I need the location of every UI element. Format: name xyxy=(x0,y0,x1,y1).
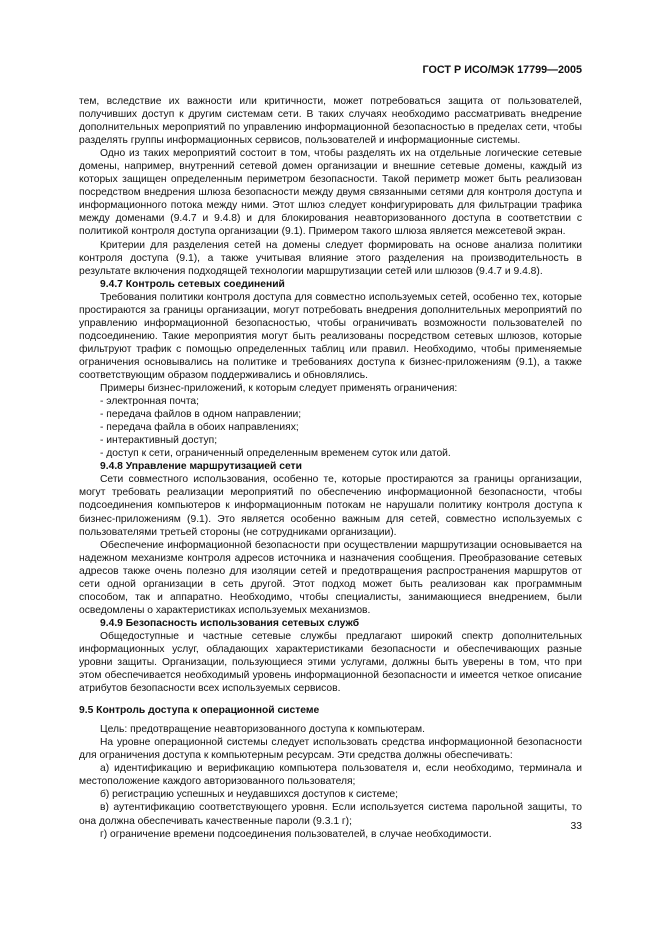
list-item: - интерактивный доступ; xyxy=(100,435,218,447)
paragraph: Примеры бизнес-приложений, к которым следует применять ограничения: xyxy=(100,383,458,395)
section-heading-9-4-9: 9.4.9 Безопасность использования сетевых служб xyxy=(100,617,360,629)
paragraph: Требования политики контроля доступа для совместно используемых сетей, особенно тех, которые простираются за границы организации, могут потребовать внедрения дополнительных мероприятий по управлению информационной безопасностью, чтобы ограничивать возможности пользователей по подсоединению. Такие мероприятия могут быть реализованы посредством сетевых шлюзов, которые фильтруют трафик с помощью определенных таблиц или правил. Необходимо, чтобы применяемые ограничения основывались на политике и требованиях доступа к бизнес-приложениям (9.1), а также соответствующим образом поддерживались и обновлялись. xyxy=(79,291,582,381)
paragraph: Цель: предотвращение неавторизованного доступа к компьютерам. xyxy=(100,724,425,736)
list-item: - передача файла в обоих направлениях; xyxy=(100,422,299,434)
list-item: б) регистрацию успешных и неудавшихся доступов к системе; xyxy=(100,789,398,801)
paragraph: Сети совместного использования, особенно те, которые простираются за границы организации, могут требовать реализации мероприятий по обеспечению информационной безопасности, чтобы подсоединения компьютеров к информационным потокам не нарушали политику контроля доступа к бизнес-приложениям (9.1). Это является особенно важным для сетей, совместно используемых с пользователями третьей стороны (не сотрудниками организации). xyxy=(79,474,582,538)
list-item: г) ограничение времени подсоединения пользователей, в случае необходимости. xyxy=(100,828,492,840)
page-content xyxy=(79,95,582,841)
section-heading-9-5: 9.5 Контроль доступа к операционной системе xyxy=(79,705,320,717)
section-heading-9-4-7: 9.4.7 Контроль сетевых соединений xyxy=(100,278,285,290)
paragraph: тем, вследствие их важности или критичности, может потребоваться защита от пользователей, получивших доступ к другим системам сети. В таких случаях необходимо рассматривать внедрение дополнительных мероприятий по управлению информационной безопасностью в пределах сети, чтобы разделять группы информационных сервисов, пользователей и информационные системы. xyxy=(79,96,582,147)
paragraph: Обеспечение информационной безопасности при осуществлении маршрутизации основывается на надежном механизме контроля адресов источника и назначения сообщения. Преобразование сетевых адресов также очень полезно для изоляции сетей и предотвращения распространения маршрутов от сети одной организации в сеть другой. Этот подход может быть реализован как программным способом, так и аппаратно. Необходимо, чтобы специалисты, занимающиеся внедрением, были осведомлены о характеристиках используемых механизмов. xyxy=(79,539,582,616)
list-item: в) аутентификацию соответствующего уровня. Если используется система парольной защиты, то она должна обеспечивать качественные пароли (9.3.1 г); xyxy=(79,802,582,827)
paragraph: Общедоступные и частные сетевые службы предлагают широкий спектр дополнительных информационных услуг, обладающих характеристиками безопасности и обеспечивающих разные уровни защиты. Организации, пользующиеся этими услугами, должны быть уверены в том, что при этом обеспечивается необходимый уровень информационной безопасности и имеется четкое описание атрибутов безопасности всех используемых сервисов. xyxy=(79,630,582,695)
paragraph: Одно из таких мероприятий состоит в том, чтобы разделять их на отдельные логические сетевые домены, например, внутренний сетевой домен организации и внешние сетевые домены, каждый из которых защищен определенным периметром безопасности. Такой периметр может быть реализован посредством внедрения шлюза безопасности между двумя связанными сетями для контроля доступа и информационного потока между ними. Этот шлюз следует конфигурировать для фильтрации трафика между доменами (9.4.7 и 9.4.8) и для блокирования неавторизованного доступа в соответствии с политикой контроля доступа организации (9.1). Примером такого шлюза является межсетевой экран. xyxy=(79,148,582,238)
list-item: - доступ к сети, ограниченный определенным временем суток или датой. xyxy=(100,448,451,460)
list-item: а) идентификацию и верификацию компьютера пользователя и, если необходимо, терминала и местоположение каждого авторизованного пользователя; xyxy=(79,763,582,788)
document-header: ГОСТ Р ИСО/МЭК 17799—2005 xyxy=(422,64,582,76)
section-heading-9-4-8: 9.4.8 Управление маршрутизацией сети xyxy=(100,461,302,473)
page-number: 33 xyxy=(570,821,582,832)
list-item: - передача файлов в одном направлении; xyxy=(100,409,302,421)
paragraph: Критерии для разделения сетей на домены следует формировать на основе анализа политики контроля доступа (9.1), а также учитывая влияние этого разделения на производительность в результате включения подходящей технологии маршрутизации сетей или шлюзов (9.4.7 и 9.4.8). xyxy=(79,239,582,277)
list-item: - электронная почта; xyxy=(100,396,200,408)
paragraph: На уровне операционной системы следует использовать средства информационной безопасности для ограничения доступа к компьютерным ресурсам. Эти средства должны обеспечивать: xyxy=(79,737,582,762)
